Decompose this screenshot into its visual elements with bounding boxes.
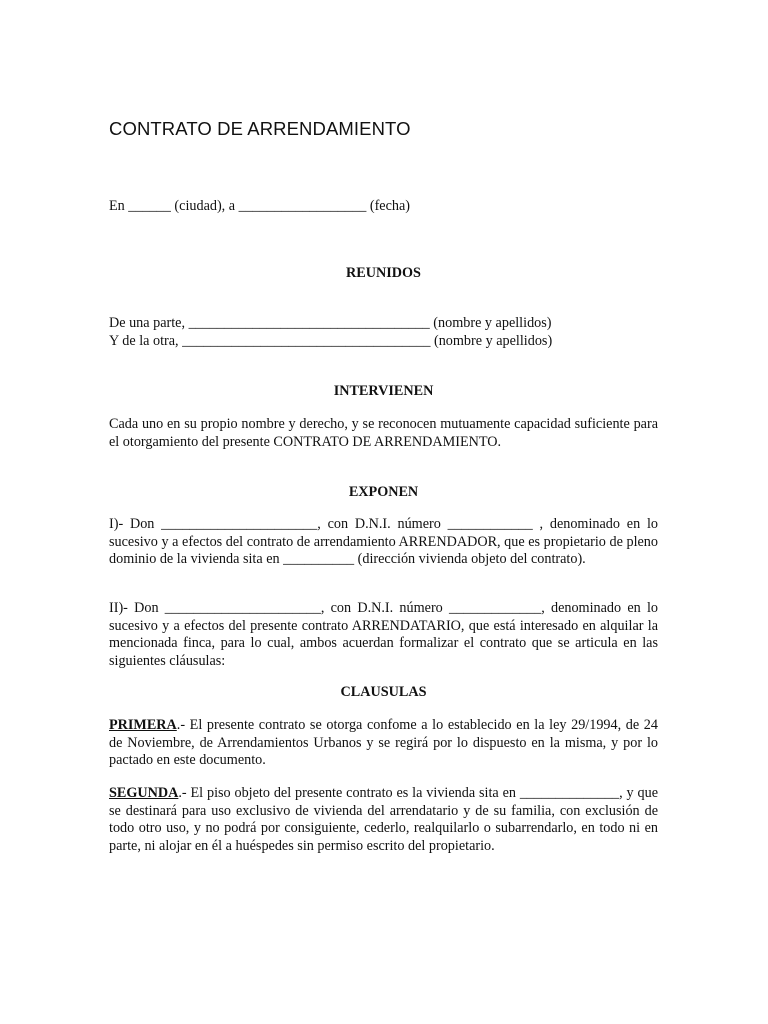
reunidos-section [109,315,658,350]
intervienen-heading: INTERVIENEN [333,383,434,399]
intervienen-paragraph: Cada uno en su propio nombre y derecho, y se reconocen mutuamente capacidad suficiente para el otorgamiento del presente CONTRATO DE ARRENDAMIENTO. [109,416,658,450]
reunidos-party-one: De una parte, __________________________________ (nombre y apellidos) [109,315,552,331]
clause-primera [109,717,658,770]
clause-segunda-text: .- El piso objeto del presente contrato es la vivienda sita en ______________, y que se destinará para uso exclusivo de vivienda del arrendatario y de su familia, con exclusión de todo otro uso, y no podrá por consiguiente, cederlo, realquilarlo o subarrendarlo, en todo ni en parte, ni alojar en él a huéspedes sin permiso escrito del propietario. [109,785,658,854]
expone-paragraph-1: I)- Don ______________________, con D.N.I. número ____________ , denominado en lo sucesivo y a efectos del contrato de arrendamiento ARRENDADOR, que es propietario de pleno dominio de la vivienda sita en __________ (dirección vivienda objeto del contrato). [109,516,658,567]
clause-segunda-label: SEGUNDA [109,785,179,801]
place-date-line: En ______ (ciudad), a __________________ (fecha) [109,198,411,214]
clausulas-heading: CLAUSULAS [340,684,427,700]
reunidos-heading: REUNIDOS [346,265,421,281]
reunidos-party-two: Y de la otra, ___________________________________ (nombre y apellidos) [109,332,553,349]
clause-segunda [109,785,658,855]
clause-primera-label: PRIMERA [109,717,177,733]
exponen-heading: EXPONEN [348,484,419,500]
expone-paragraph-2: II)- Don ______________________, con D.N.I. número _____________, denominado en lo sucesivo y a efectos del presente contrato ARRENDATARIO, que está interesado en alquilar la mencionada finca, para lo cual, ambos acuerdan formalizar el contrato que se articula en las siguientes cláusulas: [109,600,658,669]
document-title: CONTRATO DE ARRENDAMIENTO [109,118,411,139]
clause-primera-text: .- El presente contrato se otorga confome a lo establecido en la ley 29/1994, de 24 de Noviembre, de Arrendamientos Urbanos y se regirá por lo dispuesto en la misma, y por lo pactado en este documento. [109,717,658,768]
